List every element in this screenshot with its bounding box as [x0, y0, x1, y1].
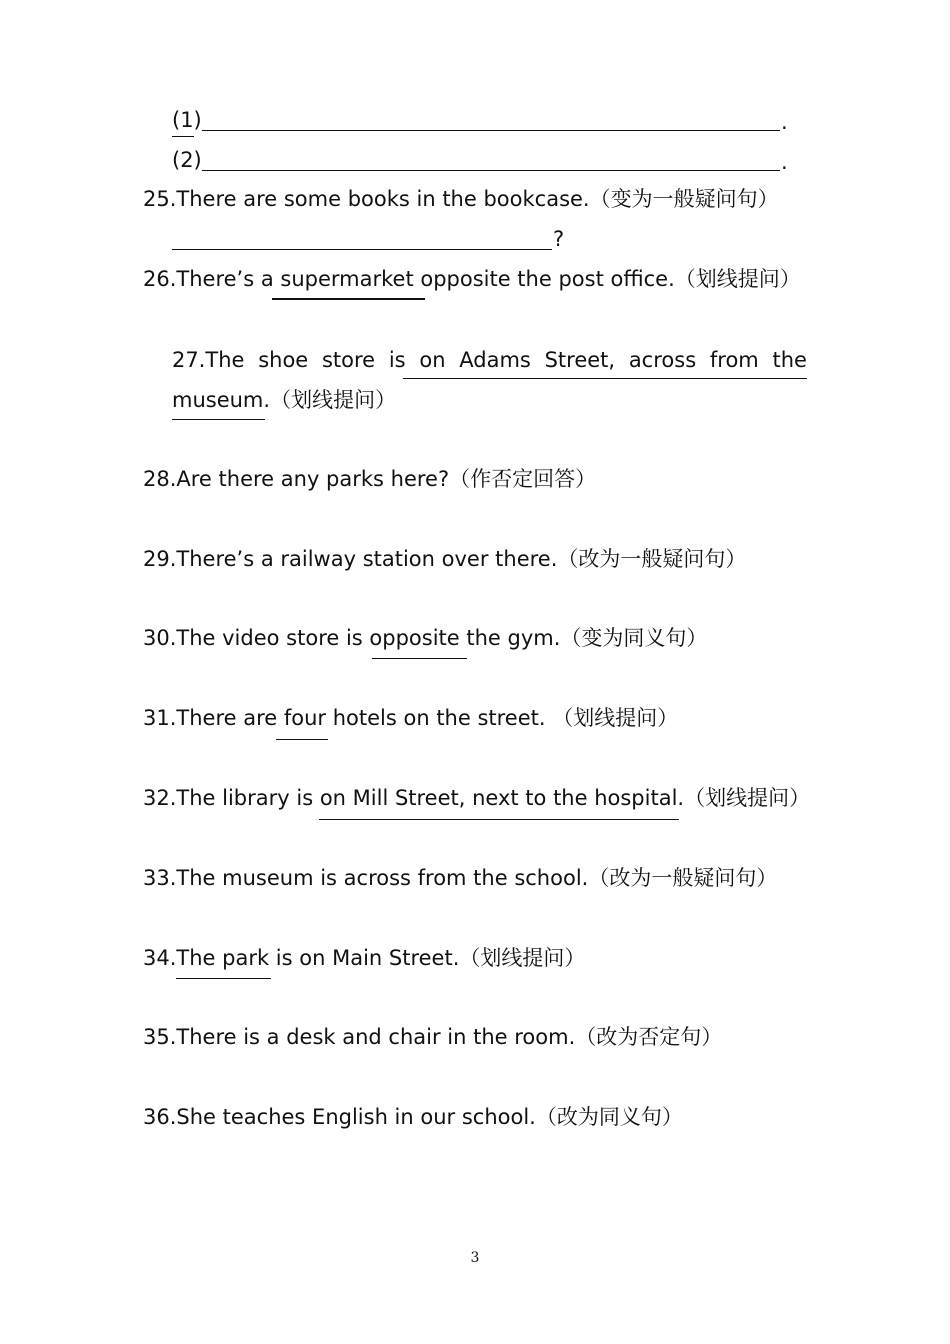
label-underline: [172, 136, 194, 137]
question-34: 34.The park is on Main Street.（划线提问）: [143, 946, 586, 970]
answer-label-1: (1): [172, 108, 202, 132]
question-27-line2: museum.（划线提问）: [172, 388, 397, 412]
question-28: 28.Are there any parks here?（作否定回答）: [143, 467, 597, 491]
answer-end-1: .: [781, 110, 788, 134]
answer-blank-25[interactable]: [172, 249, 552, 250]
answer-label-2: (2): [172, 148, 202, 172]
question-32: 32.The library is on Mill Street, next to the hospital.（划线提问）: [143, 786, 811, 810]
underline-four: [276, 739, 328, 740]
question-33: 33.The museum is across from the school.（改为一般疑问句）: [143, 866, 778, 890]
underline-opposite: [372, 658, 467, 659]
question-31: 31.There are four hotels on the street. （划线提问）: [143, 706, 679, 730]
answer-end-2: .: [781, 150, 788, 174]
underline-the-park: [176, 978, 271, 979]
question-27-line1: 27.The shoe store is on Adams Street, across from the: [172, 348, 807, 372]
answer-blank-2[interactable]: [202, 170, 780, 171]
page-number: 3: [470, 1250, 480, 1266]
underline-museum: [172, 419, 265, 420]
underline-on-mill-street: [319, 819, 679, 820]
question-29: 29.There’s a railway station over there.（改为一般疑问句）: [143, 547, 747, 571]
answer-blank-1[interactable]: [202, 130, 780, 131]
question-35: 35.There is a desk and chair in the room.（改为否定句）: [143, 1025, 723, 1049]
underline-a-supermarket: [272, 298, 425, 300]
question-25: 25.There are some books in the bookcase.（变为一般疑问句）: [143, 187, 779, 211]
question-36: 36.She teaches English in our school.（改为同义句）: [143, 1105, 683, 1129]
question-26: 26.There’s a supermarket opposite the post office.（划线提问）: [143, 267, 801, 291]
question-30: 30.The video store is opposite the gym.（变为同义句）: [143, 626, 708, 650]
underline-on-adams-street: [403, 378, 807, 379]
answer-end-25: ?: [553, 227, 565, 251]
